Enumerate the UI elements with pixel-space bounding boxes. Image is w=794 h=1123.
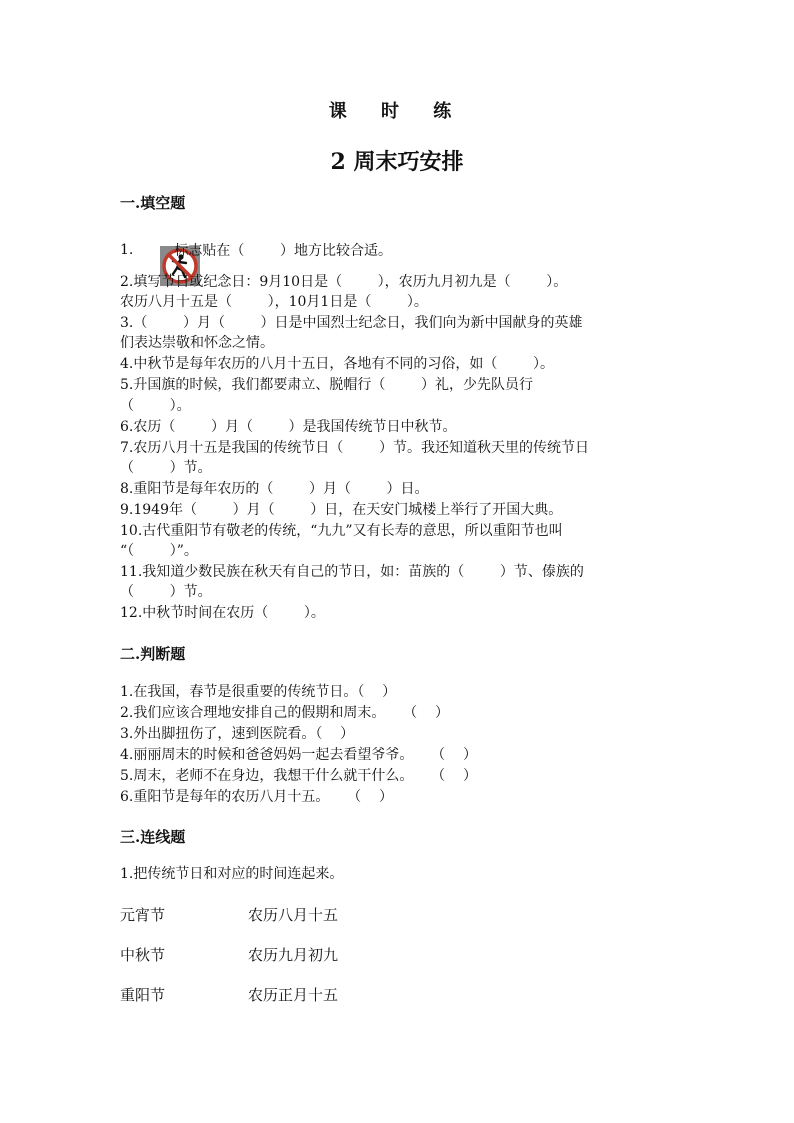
fill-line: 12.中秋节时间在农历（ ）。 xyxy=(120,605,325,621)
fill-line: 7.农历八月十五是我国的传统节日（ ）节。我还知道秋天里的传统节日 xyxy=(120,440,589,456)
fill-line: 2.填写节日或纪念日：9月10日是（ ），农历九月初九是（ ）。 xyxy=(120,274,568,290)
match-left-item: 中秋节 xyxy=(120,946,166,964)
section-heading-match: 三.连线题 xyxy=(120,828,186,846)
match-right-item: 农历八月十五 xyxy=(248,906,339,924)
no-running-sign-icon xyxy=(133,230,173,270)
judge-line: 4.丽丽周末的时候和爸爸妈妈一起去看望爷爷。 （ ） xyxy=(120,747,477,763)
fill-line: 3.（ ）月（ ）日是中国烈士纪念日，我们向为新中国献身的英雄 xyxy=(120,315,583,331)
fill-line: （ ）节。 xyxy=(120,460,212,476)
question-1 xyxy=(120,228,392,272)
judge-line: 2.我们应该合理地安排自己的假期和周末。 （ ） xyxy=(120,705,449,721)
judge-line: 3.外出脚扭伤了，速到医院看。（ ） xyxy=(120,726,355,742)
section-heading-fill: 一.填空题 xyxy=(120,194,186,212)
fill-line: 5.升国旗的时候，我们都要肃立、脱帽行（ ）礼，少先队员行 xyxy=(120,377,533,393)
fill-line: “（ ）”。 xyxy=(120,543,198,559)
fill-line: 11.我知道少数民族在秋天有自己的节日，如：苗族的（ ）节、傣族的 xyxy=(120,564,584,580)
match-left-item: 元宵节 xyxy=(120,906,166,924)
match-instruction: 1.把传统节日和对应的时间连起来。 xyxy=(120,866,344,882)
fill-line: 10.古代重阳节有敬老的传统，“九九”又有长寿的意思，所以重阳节也叫 xyxy=(120,523,563,539)
fill-line: （ ）节。 xyxy=(120,584,212,600)
fill-line: 们表达崇敬和怀念之情。 xyxy=(120,335,274,351)
question-1-number: 1. xyxy=(120,242,134,258)
fill-line: 8.重阳节是每年农历的（ ）月（ ）日。 xyxy=(120,481,429,497)
fill-line: 4.中秋节是每年农历的八月十五日，各地有不同的习俗，如（ ）。 xyxy=(120,356,554,372)
judge-line: 5.周末，老师不在身边，我想干什么就干什么。 （ ） xyxy=(120,768,477,784)
question-1-text: 标志贴在（ ）地方比较合适。 xyxy=(174,243,392,259)
judge-line: 6.重阳节是每年的农历八月十五。 （ ） xyxy=(120,789,393,805)
fill-line: 农历八月十五是（ ），10月1日是（ ）。 xyxy=(120,294,428,310)
judge-line: 1.在我国，春节是很重要的传统节日。（ ） xyxy=(120,684,397,700)
section-heading-judge: 二.判断题 xyxy=(120,645,186,663)
fill-line: 9.1949年（ ）月（ ）日，在天安门城楼上举行了开国大典。 xyxy=(120,502,563,518)
match-right-item: 农历正月十五 xyxy=(248,986,339,1004)
fill-line: 6.农历（ ）月（ ）是我国传统节日中秋节。 xyxy=(120,419,457,435)
lesson-title: 2 周末巧安排 xyxy=(330,149,464,175)
match-right-item: 农历九月初九 xyxy=(248,946,339,964)
match-left-item: 重阳节 xyxy=(120,986,166,1004)
page-title: 课 时 练 xyxy=(328,101,466,122)
fill-line: （ ）。 xyxy=(120,398,191,414)
